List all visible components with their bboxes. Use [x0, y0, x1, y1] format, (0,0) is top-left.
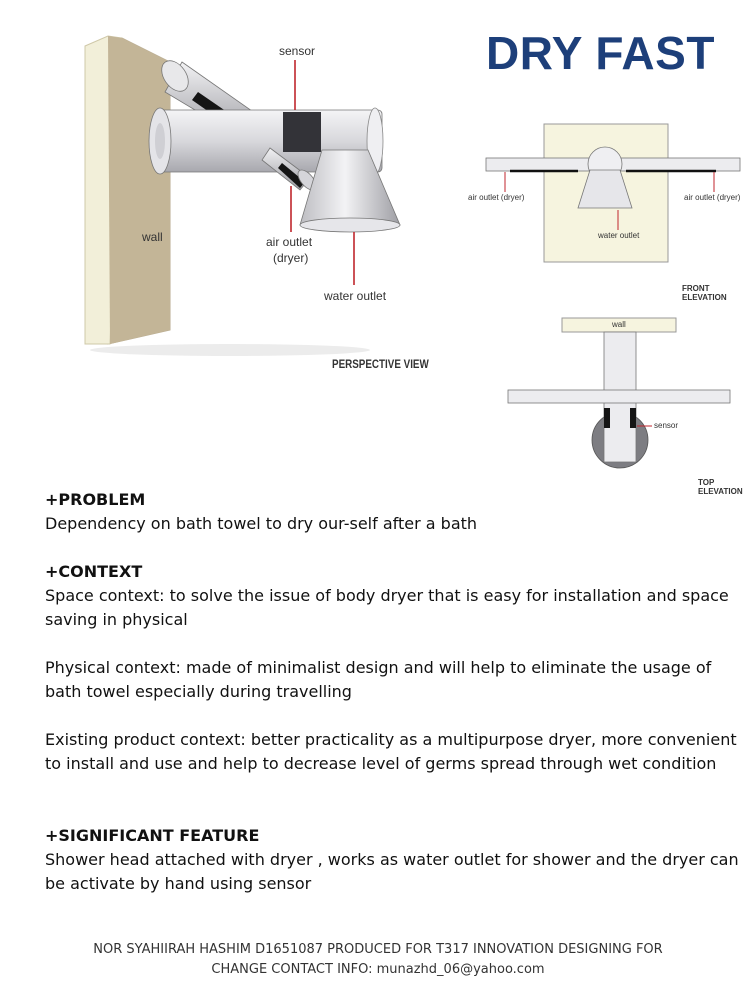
front-elevation-caption: FRONT ELEVATION: [682, 284, 727, 302]
top-elevation-caption: TOP ELEVATION: [698, 478, 743, 496]
top-sensor-label: sensor: [654, 421, 679, 430]
floor-shadow: [90, 344, 370, 356]
front-water-outlet-label: water outlet: [598, 231, 640, 240]
top-sensor-right: [630, 408, 636, 428]
top-pipe-horizontal: [508, 390, 730, 403]
significant-feature-section: [45, 824, 745, 896]
problem-section: [45, 488, 745, 536]
sensor-panel: [283, 112, 321, 152]
physical-context-text: Physical context: made of minimalist design and will help to eliminate the usage of bath towel especially during travelling: [45, 658, 712, 701]
top-sensor-left: [604, 408, 610, 428]
footer: [0, 940, 756, 980]
context-heading: +CONTEXT: [45, 562, 143, 581]
perspective-view-illustration: [0, 0, 470, 380]
front-air-outlet-left-label: air outlet (dryer): [468, 193, 525, 202]
space-context-text: Space context: to solve the issue of body dryer that is easy for installation and space saving in physical: [45, 586, 729, 629]
sensor-label: sensor: [279, 44, 316, 58]
air-outlet-dryer-label: (dryer): [273, 251, 309, 265]
problem-heading: +PROBLEM: [45, 490, 146, 509]
top-wall-label: wall: [612, 320, 626, 329]
footer-credit-line: NOR SYAHIIRAH HASHIM D1651087 PRODUCED FOR T317 INNOVATION DESIGNING FOR: [93, 942, 663, 957]
existing-product-context-text: Existing product context: better practicality as a multipurpose dryer, more convenient to install and use and help to decrease level of germs spread through wet condition: [45, 730, 737, 773]
context-section: [45, 560, 745, 776]
water-outlet-label: water outlet: [324, 289, 387, 303]
problem-text: Dependency on bath towel to dry our-self after a bath: [45, 514, 478, 533]
top-elevation-illustration: [500, 310, 756, 480]
significant-feature-heading: +SIGNIFICANT FEATURE: [45, 826, 260, 845]
air-outlet-label: air outlet: [266, 235, 313, 249]
page-title: DRY FAST: [486, 27, 715, 79]
wall-label: wall: [142, 230, 163, 244]
perspective-view-caption: PERSPECTIVE VIEW: [332, 357, 429, 371]
wall-slab: [108, 36, 170, 344]
significant-feature-text: Shower head attached with dryer , works as water outlet for shower and the dryer can be activate by hand using sensor: [45, 850, 739, 893]
footer-contact-line: CHANGE CONTACT INFO: munazhd_06@yahoo.com: [211, 962, 545, 977]
front-air-outlet-right-label: air outlet (dryer): [684, 193, 741, 202]
